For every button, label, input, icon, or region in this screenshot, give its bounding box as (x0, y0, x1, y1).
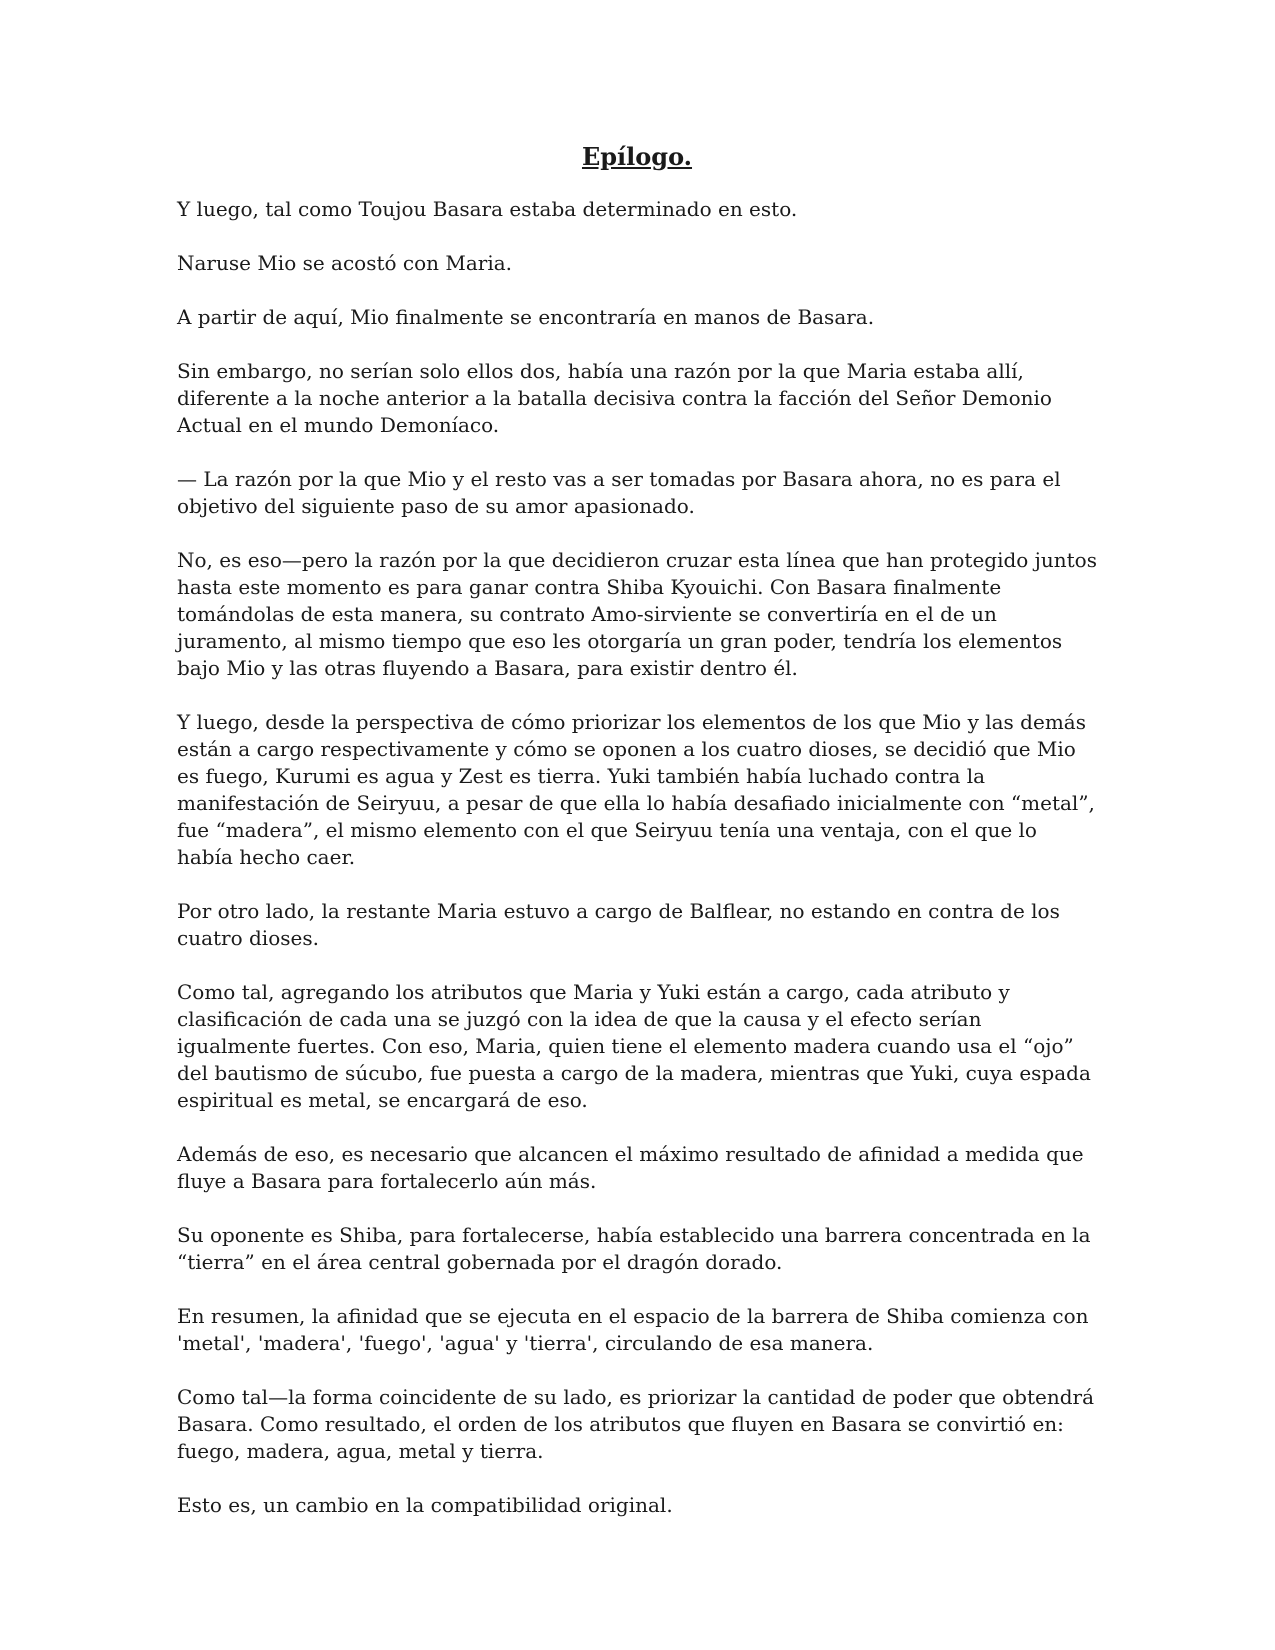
paragraph-11: Su oponente es Shiba, para fortalecerse, había establecido una barrera concentrada en la “tierra” en el área central gobernada por el dragón dorado. (177, 1223, 1091, 1274)
paragraph-14: Esto es, un cambio en la compatibilidad original. (177, 1493, 673, 1517)
paragraph-8: Por otro lado, la restante Maria estuvo a cargo de Balflear, no estando en contra de los cuatro dioses. (177, 899, 1060, 950)
paragraph-4: Sin embargo, no serían solo ellos dos, había una razón por la que Maria estaba allí, diferente a la noche anterior a la batalla decisiva contra la facción del Señor Demonio Actual en el mundo Demoníaco. (177, 359, 1052, 437)
paragraph-2: Naruse Mio se acostó con Maria. (177, 251, 513, 275)
paragraph-10: Además de eso, es necesario que alcancen el máximo resultado de afinidad a medida que fluye a Basara para fortalecerlo aún más. (177, 1142, 1084, 1193)
document-body (177, 142, 1097, 1546)
paragraph-5: — La razón por la que Mio y el resto vas a ser tomadas por Basara ahora, no es para el objetivo del siguiente paso de su amor apasionado. (177, 467, 1061, 518)
paragraph-12: En resumen, la afinidad que se ejecuta en el espacio de la barrera de Shiba comienza con 'metal', 'madera', 'fuego', 'agua' y 'tierra', circulando de esa manera. (177, 1304, 1089, 1355)
paragraph-13: Como tal—la forma coincidente de su lado, es priorizar la cantidad de poder que obtendrá Basara. Como resultado, el orden de los atributos que fluyen en Basara se convirtió en: fuego, madera, agua, metal y tierra. (177, 1385, 1094, 1463)
paragraph-9: Como tal, agregando los atributos que Maria y Yuki están a cargo, cada atributo y clasificación de cada una se juzgó con la idea de que la causa y el efecto serían igualmente fuertes. Con eso, Maria, quien tiene el elemento madera cuando usa el “ojo” del bautismo de súcubo, fue puesta a cargo de la madera, mientras que Yuki, cuya espada espiritual es metal, se encargará de eso. (177, 980, 1091, 1112)
paragraph-7: Y luego, desde la perspectiva de cómo priorizar los elementos de los que Mio y las demás están a cargo respectivamente y cómo se oponen a los cuatro dioses, se decidió que Mio es fuego, Kurumi es agua y Zest es tierra. Yuki también había luchado contra la manifestación de Seiryuu, a pesar de que ella lo había desafiado inicialmente con “metal”, fue “madera”, el mismo elemento con el que Seiryuu tenía una ventaja, con el que lo había hecho caer. (177, 710, 1095, 869)
document-title: Epílogo. (581, 142, 693, 171)
paragraph-1: Y luego, tal como Toujou Basara estaba determinado en esto. (177, 197, 798, 221)
paragraph-3: A partir de aquí, Mio finalmente se encontraría en manos de Basara. (177, 305, 875, 329)
paragraph-6: No, es eso—pero la razón por la que decidieron cruzar esta línea que han protegido juntos hasta este momento es para ganar contra Shiba Kyouichi. Con Basara finalmente tomándolas de esta manera, su contrato Amo-sirviente se convertiría en el de un juramento, al mismo tiempo que eso les otorgaría un gran poder, tendría los elementos bajo Mio y las otras fluyendo a Basara, para existir dentro él. (177, 548, 1097, 680)
